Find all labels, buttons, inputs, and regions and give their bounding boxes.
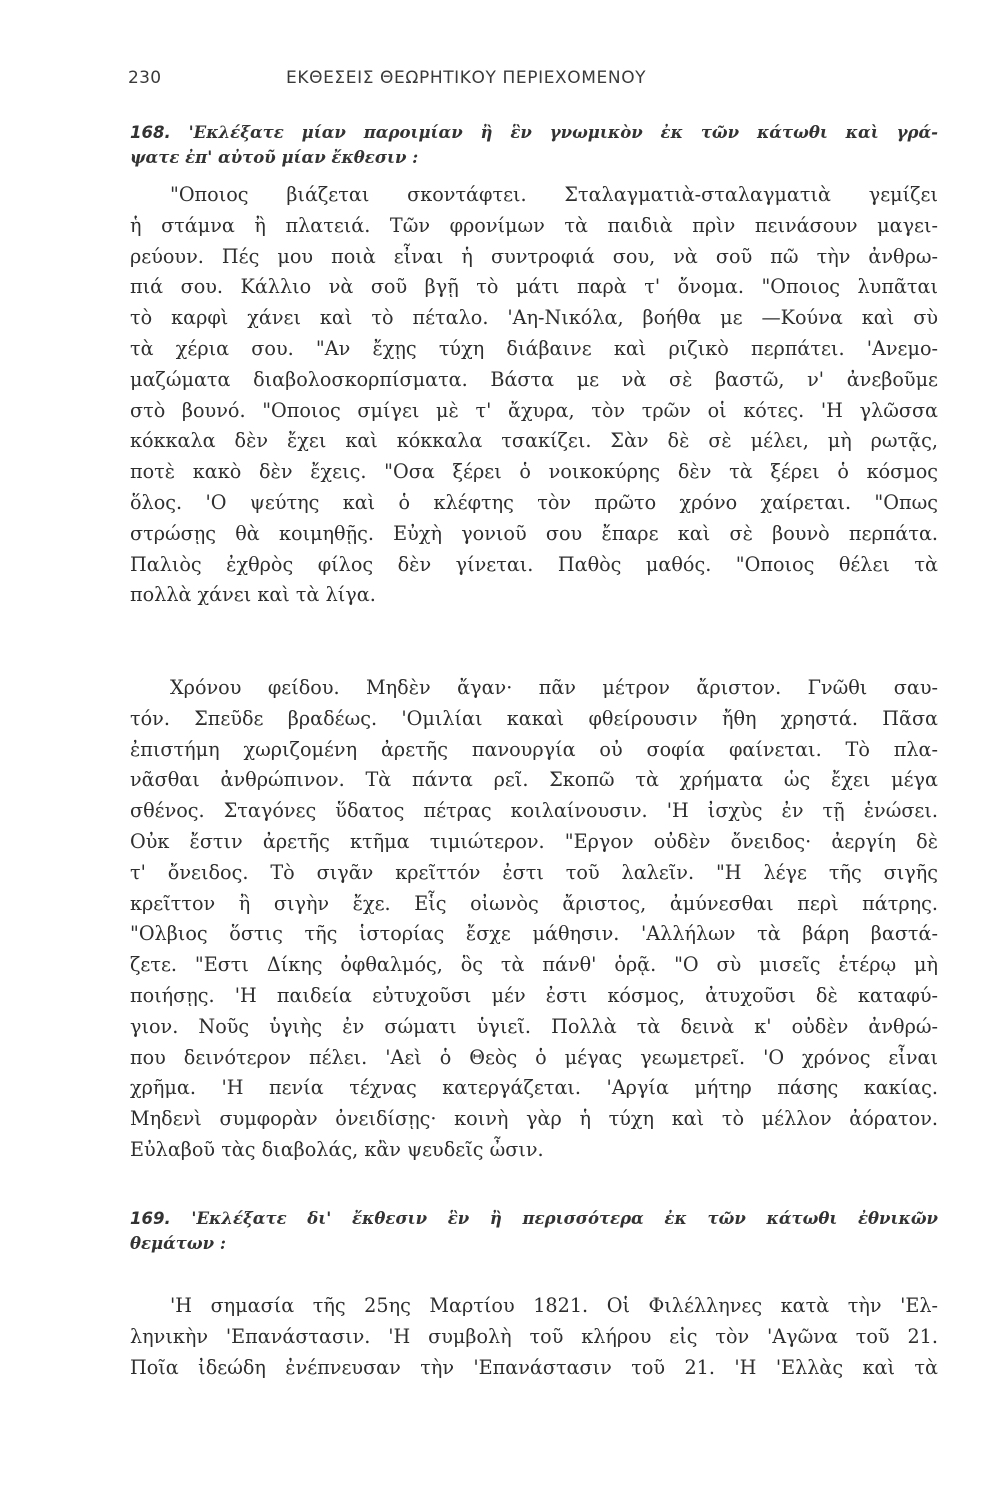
text-line: "Ολβιος ὅστις τῆς ἱστορίας ἔσχε μάθησιν. 'Αλλήλων τὰ βάρη βαστά- [130, 922, 938, 946]
text-line: Μηδενὶ συμφορὰν ὀνειδίσῃς· κοινὴ γὰρ ἡ τύχη καὶ τὸ μέλλον ἀόρατον. [130, 1107, 938, 1131]
text-line: ἡ στάμνα ἢ πλατειά. Τῶν φρονίμων τὰ παιδιὰ πρὶν πεινάσουν μαγει- [130, 213, 938, 237]
exercise-number: 168. [130, 123, 171, 142]
text-line: Εὐλαβοῦ τὰς διαβολάς, κἂν ψευδεῖς ὦσιν. [130, 1137, 544, 1161]
exercise-169-heading [130, 1206, 938, 1256]
page-number: 230 [128, 68, 162, 88]
text-line: πιά σου. Κάλλιο νὰ σοῦ βγῇ τὸ μάτι παρὰ τ' ὄνομα. "Οποιος λυπᾶται [130, 275, 938, 299]
text-line: σθένος. Σταγόνες ὕδατος πέτρας κοιλαίνουσιν. 'Η ἰσχὺς ἐν τῇ ἑνώσει. [130, 799, 938, 823]
text-line: νᾶσθαι ἀνθρώπινον. Τὰ πάντα ρεῖ. Σκοπῶ τὰ χρήματα ὡς ἔχει μέγα [130, 768, 938, 792]
text-line: στρώσῃς θὰ κοιμηθῇς. Εὐχὴ γονιοῦ σου ἔπαρε καὶ σὲ βουνὸ περπάτα. [130, 521, 938, 545]
text-line: ληνικὴν 'Επανάστασιν. 'Η συμβολὴ τοῦ κλήρου εἰς τὸν 'Αγῶνα τοῦ 21. [130, 1324, 938, 1348]
exercise-heading-line: θεμάτων : [130, 1234, 226, 1253]
running-header [128, 68, 788, 98]
exercise-number: 169. [130, 1209, 171, 1228]
text-line: τὸ καρφὶ χάνει καὶ τὸ πέταλο. 'Αη-Νικόλα, βοήθα με —Κούνα καὶ σὺ [130, 306, 938, 330]
text-line: Οὐκ ἔστιν ἀρετῆς κτῆμα τιμιώτερον. "Εργον οὐδὲν ὄνειδος· ἀεργίη δὲ [130, 829, 938, 853]
text-line: Χρόνου φείδου. Μηδὲν ἄγαν· πᾶν μέτρον ἄριστον. Γνῶθι σαυ- [170, 676, 938, 699]
exercise-heading-line [130, 1206, 938, 1231]
text-line: Παλιὸς ἐχθρὸς φίλος δὲν γίνεται. Παθὸς μαθός. "Οποιος θέλει τὰ [130, 552, 938, 576]
heading-text: 'Εκλέξατε δι' ἔκθεσιν ἓν ἢ περισσότερα ἐκ τῶν κάτωθι ἐθνικῶν [191, 1209, 938, 1228]
exercise-168-heading [130, 120, 938, 170]
maxims-paragraph [130, 673, 938, 1166]
text-line: ἐπιστήμη χωριζομένη ἀρετῆς πανουργία οὐ σοφία φαίνεται. Τὸ πλα- [130, 737, 938, 761]
text-line: 'Η σημασία τῆς 25ης Μαρτίου 1821. Οἱ Φιλέλληνες κατὰ τὴν 'Ελ- [170, 1294, 938, 1317]
exercise-heading-line: ψατε ἐπ' αὐτοῦ μίαν ἔκθεσιν : [130, 148, 419, 167]
proverbs-paragraph [130, 180, 938, 611]
text-line: τ' ὄνειδος. Τὸ σιγᾶν κρεῖττόν ἐστι τοῦ λαλεῖν. "Η λέγε τῆς σιγῆς [130, 860, 938, 884]
text-line: που δεινότερον πέλει. 'Αεὶ ὁ Θεὸς ὁ μέγας γεωμετρεῖ. 'Ο χρόνος εἶναι [130, 1045, 938, 1069]
text-line: χρῆμα. 'Η πενία τέχνας κατεργάζεται. 'Αργία μήτηρ πάσης κακίας. [130, 1076, 938, 1100]
running-title: ΕΚΘΕΣΕΙΣ ΘΕΩΡΗΤΙΚΟΥ ΠΕΡΙΕΧΟΜΕΝΟΥ [286, 68, 647, 88]
heading-text: 'Εκλέξατε μίαν παροιμίαν ἢ ἓν γνωμικὸν ἐκ τῶν κάτωθι καὶ γρά- [188, 123, 938, 142]
exercise-heading-line [130, 120, 938, 145]
text-line: στὸ βουνό. "Οποιος σμίγει μὲ τ' ἄχυρα, τὸν τρῶν οἱ κότες. 'Η γλῶσσα [130, 398, 938, 422]
text-line: ποιήσῃς. 'Η παιδεία εὐτυχοῦσι μέν ἐστι κόσμος, ἀτυχοῦσι δὲ καταφύ- [130, 983, 938, 1007]
text-line: μαζώματα διαβολοσκορπίσματα. Βάστα με νὰ σὲ βαστῶ, ν' ἀνεβοῦμε [130, 367, 938, 391]
text-line: πολλὰ χάνει καὶ τὰ λίγα. [130, 583, 376, 607]
text-line: κόκκαλα δὲν ἔχει καὶ κόκκαλα τσακίζει. Σὰν δὲ σὲ μέλει, μὴ ρωτᾷς, [130, 429, 938, 453]
text-line: τὰ χέρια σου. "Αν ἔχῃς τύχη διάβαινε καὶ ριζικὸ περπάτει. 'Ανεμο- [130, 336, 938, 360]
text-line: κρεῖττον ἢ σιγὴν ἔχε. Εἷς οἰωνὸς ἄριστος, ἀμύνεσθαι περὶ πάτρης. [130, 891, 938, 915]
text-line: Ποῖα ἰδεώδη ἐνέπνευσαν τὴν 'Επανάστασιν τοῦ 21. 'Η 'Ελλὰς καὶ τὰ [130, 1355, 938, 1379]
text-line: γιον. Νοῦς ὑγιὴς ἐν σώματι ὑγιεῖ. Πολλὰ τὰ δεινὰ κ' οὐδὲν ἀνθρώ- [130, 1014, 938, 1038]
text-line: ποτὲ κακὸ δὲν ἔχεις. "Οσα ξέρει ὁ νοικοκύρης δὲν τὰ ξέρει ὁ κόσμος [130, 460, 938, 484]
text-line: ρεύουν. Πές μου ποιὰ εἶναι ἡ συντροφιά σου, νὰ σοῦ πῶ τὴν ἀνθρω- [130, 244, 938, 268]
text-line: τόν. Σπεῦδε βραδέως. 'Ομιλίαι κακαὶ φθείρουσιν ἤθη χρηστά. Πᾶσα [130, 706, 938, 730]
text-line: "Οποιος βιάζεται σκοντάφτει. Σταλαγματιὰ-σταλαγματιὰ γεμίζει [170, 183, 938, 206]
national-themes-paragraph [130, 1291, 938, 1383]
text-line: ζετε. "Εστι Δίκης ὀφθαλμός, ὃς τὰ πάνθ' ὁρᾷ. "Ο σὺ μισεῖς ἑτέρῳ μὴ [130, 953, 938, 977]
text-line: ὅλος. 'Ο ψεύτης καὶ ὁ κλέφτης τὸν πρῶτο χρόνο χαίρεται. "Οπως [130, 490, 938, 514]
